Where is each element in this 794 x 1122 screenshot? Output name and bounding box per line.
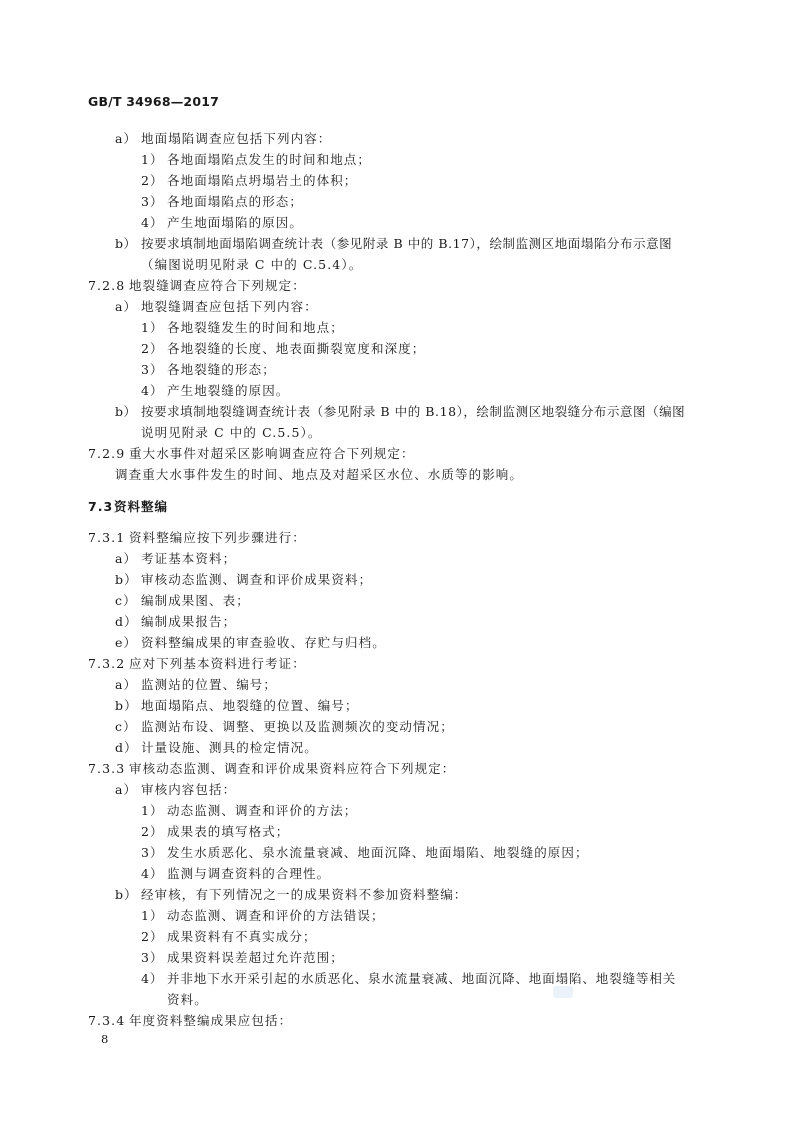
- list-text: 编制成果图、表；: [141, 593, 250, 608]
- list-text: 各地裂缝的长度、地表面撕裂宽度和深度；: [167, 341, 426, 356]
- clause-7-2-9: [88, 444, 415, 464]
- list-marker: 2）: [141, 173, 164, 188]
- list-item: [141, 318, 344, 338]
- list-marker: 1）: [141, 908, 164, 923]
- list-text: 资料。: [167, 992, 208, 1007]
- list-item: [115, 297, 318, 317]
- list-item: [115, 696, 359, 716]
- list-marker: c）: [115, 593, 137, 608]
- list-item: [141, 927, 317, 947]
- list-item: [141, 213, 303, 233]
- list-text: 发生水质恶化、泉水流量衰减、地面沉降、地面塌陷、地裂缝的原因；: [167, 845, 589, 860]
- list-item: [141, 864, 330, 884]
- list-item: [115, 570, 372, 590]
- list-item: [115, 738, 318, 758]
- clause-number: 7.3.1: [88, 530, 126, 545]
- list-text: 各地裂缝的形态；: [167, 362, 276, 377]
- clause-7-3-2: [88, 654, 306, 674]
- list-item: [141, 192, 303, 212]
- list-text: 地裂缝调查应包括下列内容：: [141, 299, 318, 314]
- clause-text: 审核动态监测、调查和评价成果资料应符合下列规定：: [129, 761, 456, 776]
- list-item: [115, 402, 685, 422]
- list-text: 动态监测、调查和评价的方法错误；: [167, 908, 385, 923]
- list-text: 监测站布设、调整、更换以及监测频次的变动情况；: [141, 719, 454, 734]
- section-number: 7.3: [88, 499, 114, 514]
- list-item: [115, 612, 236, 632]
- list-text: 动态监测、调查和评价的方法；: [167, 803, 358, 818]
- clause-7-2-8: [88, 276, 306, 296]
- list-item: [141, 969, 676, 989]
- list-marker: 1）: [141, 152, 164, 167]
- clause-7-3-1: [88, 528, 306, 548]
- list-marker: 2）: [141, 929, 164, 944]
- list-item: [141, 381, 289, 401]
- list-text: 各地面塌陷点发生的时间和地点；: [167, 152, 372, 167]
- clause-number: 7.3.2: [88, 656, 126, 671]
- clause-text: 地裂缝调查应符合下列规定：: [129, 278, 306, 293]
- clause-number: 7.3.3: [88, 761, 126, 776]
- list-text: 地面塌陷调查应包括下列内容：: [141, 131, 332, 146]
- list-item: [115, 717, 454, 737]
- list-text: 产生地裂缝的原因。: [167, 383, 290, 398]
- list-item: [141, 801, 357, 821]
- list-text: 按要求填制地裂缝调查统计表（参见附录 B 中的 B.18），绘制监测区地裂缝分布示意图（编图: [141, 404, 686, 419]
- paragraph-text: 调查重大水事件发生的时间、地点及对超采区水位、水质等的影响。: [115, 467, 524, 482]
- list-marker: b）: [115, 698, 138, 713]
- list-marker: a）: [115, 782, 138, 797]
- list-item: [141, 948, 344, 968]
- list-item: [141, 843, 589, 863]
- list-text: 经审核，有下列情况之一的成果资料不参加资料整编：: [141, 887, 468, 902]
- list-text: 说明见附录 C 中的 C.5.5）。: [141, 425, 322, 440]
- clause-number: 7.2.9: [88, 446, 126, 461]
- clause-7-3-4: [88, 1011, 292, 1031]
- watermark-stamp: [553, 986, 573, 998]
- list-marker: 1）: [141, 803, 164, 818]
- list-item-continuation: [167, 990, 208, 1010]
- list-marker: 3）: [141, 950, 164, 965]
- list-marker: 3）: [141, 845, 164, 860]
- list-text: 编制成果报告；: [141, 614, 237, 629]
- list-text: 地面塌陷点、地裂缝的位置、编号；: [141, 698, 359, 713]
- list-text: 并非地下水开采引起的水质恶化、泉水流量衰减、地面沉降、地面塌陷、地裂缝等相关: [167, 971, 677, 986]
- list-marker: 4）: [141, 383, 164, 398]
- list-marker: a）: [115, 677, 138, 692]
- list-text: 监测与调查资料的合理性。: [167, 866, 331, 881]
- list-marker: a）: [115, 131, 138, 146]
- clause-text: 应对下列基本资料进行考证：: [129, 656, 306, 671]
- standard-code-header: GB/T 34968—2017: [88, 94, 220, 109]
- list-text: 成果表的填写格式；: [167, 824, 290, 839]
- list-text: 监测站的位置、编号；: [141, 677, 278, 692]
- list-marker: 3）: [141, 362, 164, 377]
- list-marker: 1）: [141, 320, 164, 335]
- list-marker: b）: [115, 404, 137, 419]
- list-item: [141, 171, 357, 191]
- list-marker: e）: [115, 635, 138, 650]
- list-marker: d）: [115, 740, 138, 755]
- list-item: [141, 150, 371, 170]
- clause-text: 资料整编应按下列步骤进行：: [129, 530, 306, 545]
- clause-number: 7.3.4: [88, 1013, 126, 1028]
- list-item: [115, 675, 277, 695]
- list-text: 审核内容包括：: [141, 782, 237, 797]
- list-text: 各地面塌陷点坍塌岩土的体积；: [167, 173, 358, 188]
- list-text: 各地裂缝发生的时间和地点；: [167, 320, 344, 335]
- list-item: [141, 906, 385, 926]
- list-marker: 2）: [141, 341, 164, 356]
- list-marker: c）: [115, 719, 137, 734]
- list-text: 成果资料有不真实成分；: [167, 929, 317, 944]
- list-marker: 4）: [141, 215, 164, 230]
- list-marker: a）: [115, 551, 138, 566]
- list-text: 资料整编成果的审查验收、存贮与归档。: [141, 635, 386, 650]
- page-number: 8: [101, 1032, 109, 1046]
- section-title: 资料整编: [114, 499, 169, 514]
- section-7-3-heading: [88, 497, 168, 517]
- list-marker: 4）: [141, 971, 164, 986]
- list-marker: d）: [115, 614, 138, 629]
- list-item: [115, 129, 331, 149]
- clause-number: 7.2.8: [88, 278, 126, 293]
- list-marker: 3）: [141, 194, 164, 209]
- list-item: [115, 780, 236, 800]
- clause-7-3-3: [88, 759, 455, 779]
- clause-text: 重大水事件对超采区影响调查应符合下列规定：: [129, 446, 415, 461]
- list-marker: b）: [115, 236, 137, 251]
- list-text: （编图说明见附录 C 中的 C.5.4）。: [141, 257, 363, 272]
- list-item: [141, 360, 276, 380]
- list-item: [141, 339, 425, 359]
- list-item: [141, 822, 289, 842]
- list-marker: b）: [115, 572, 138, 587]
- list-item: [115, 633, 386, 653]
- list-item: [115, 591, 250, 611]
- list-marker: 2）: [141, 824, 164, 839]
- list-text: 各地面塌陷点的形态；: [167, 194, 304, 209]
- list-item: [115, 234, 672, 254]
- list-item: [115, 885, 467, 905]
- list-text: 成果资料误差超过允许范围；: [167, 950, 344, 965]
- list-text: 产生地面塌陷的原因。: [167, 215, 304, 230]
- list-item-continuation: [141, 255, 362, 275]
- list-marker: a）: [115, 299, 138, 314]
- list-text: 计量设施、测具的检定情况。: [141, 740, 318, 755]
- paragraph: [115, 465, 523, 485]
- list-text: 审核动态监测、调查和评价成果资料；: [141, 572, 373, 587]
- list-marker: b）: [115, 887, 138, 902]
- list-item: [115, 549, 236, 569]
- list-text: 考证基本资料；: [141, 551, 237, 566]
- list-item-continuation: [141, 423, 322, 443]
- clause-text: 年度资料整编成果应包括：: [129, 1013, 293, 1028]
- list-text: 按要求填制地面塌陷调查统计表（参见附录 B 中的 B.17），绘制监测区地面塌陷分布示意图: [141, 236, 673, 251]
- list-marker: 4）: [141, 866, 164, 881]
